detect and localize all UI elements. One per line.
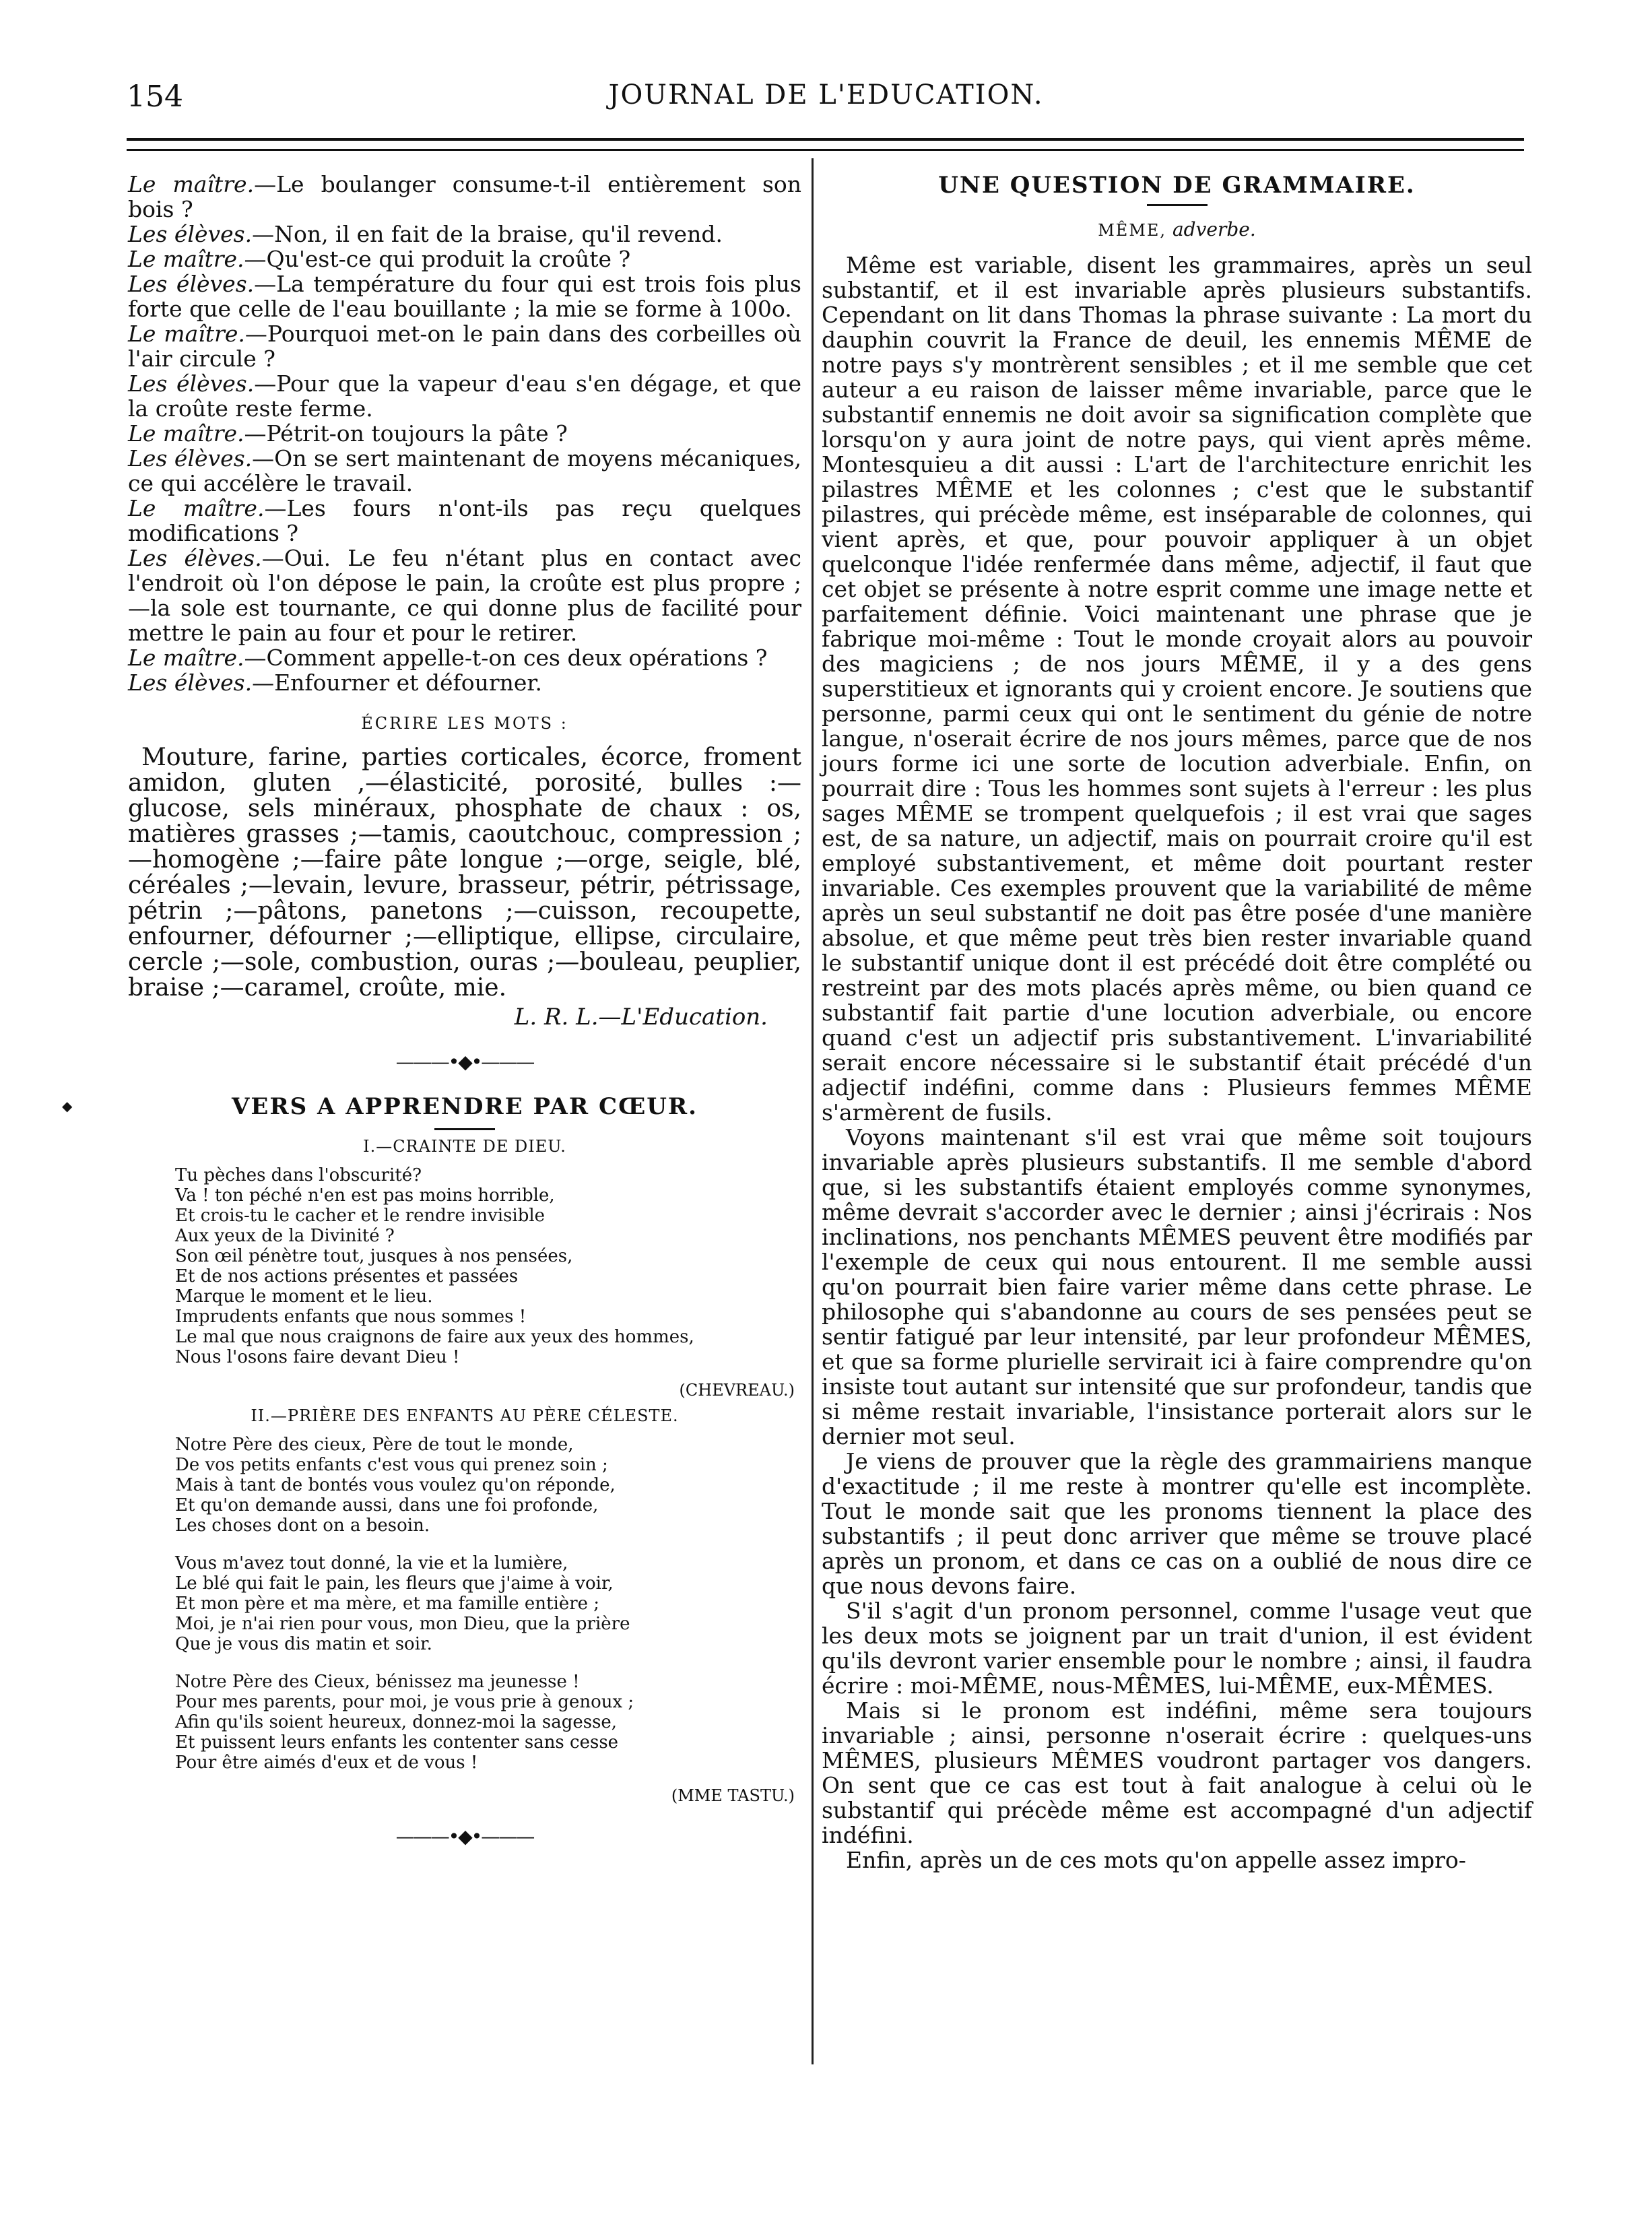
dialogue bbox=[128, 172, 801, 695]
poem-stanza bbox=[175, 1435, 801, 1536]
poem-line: Nous l'osons faire devant Dieu ! bbox=[175, 1347, 460, 1367]
poem-line: Afin qu'ils soient heureux, donnez-moi la sagesse, bbox=[175, 1712, 618, 1732]
poem-line: Vous m'avez tout donné, la vie et la lumière, bbox=[175, 1553, 568, 1573]
poem-line: Que je vous dis matin et soir. bbox=[175, 1634, 432, 1654]
speaker: Le maître. bbox=[128, 420, 244, 447]
dialogue-text: —Enfourner et défourner. bbox=[252, 670, 543, 696]
poem-line: Marque le moment et le lieu. bbox=[175, 1286, 433, 1307]
ornament-divider: ———•◆•——— bbox=[395, 1051, 534, 1073]
poem-line: Mais à tant de bontés vous voulez qu'on réponde, bbox=[175, 1475, 616, 1495]
article-title: UNE QUESTION DE GRAMMAIRE. bbox=[938, 172, 1416, 199]
speaker: Les élèves. bbox=[128, 221, 253, 247]
poem-line: Et mon père et ma mère, et ma famille entière ; bbox=[175, 1594, 600, 1614]
words-list: Mouture, farine, parties corticales, écorce, froment amidon, gluten ,—élasticité, porosité, bulles :—glucose, sels minéraux, phosphate de chaux : os, matières grasses ;—tamis, caoutchouc, compression ;—homogène ;—faire pâte longue ;—orge, seigle, blé, céréales ;—levain, levure, brasseur, pétrir, pétrissage, pétrin ;—pâtons, panetons ;—cuisson, recoupette, enfourner, défourner ;—elliptique, ellipse, circulaire, cercle ;—sole, combustion, ouras ;—bouleau, peuplier, braise ;—caramel, croûte, mie. bbox=[128, 744, 801, 1002]
poem-line: Et crois-tu le cacher et le rendre invisible bbox=[175, 1206, 546, 1226]
poem-line: Imprudents enfants que nous sommes ! bbox=[175, 1307, 527, 1327]
poem-stanza bbox=[175, 1553, 801, 1654]
dialogue-text: —Oui. Le feu n'étant plus en contact avec l'endroit où l'on dépose le pain, la croûte est plus propre ;—la sole est tournante, ce qui donne plus de facilité pour mettre le pain au four et pour le retirer. bbox=[128, 545, 801, 646]
dialogue-line bbox=[128, 222, 801, 247]
article-subtitle bbox=[822, 218, 1532, 240]
article-paragraph: Je viens de prouver que la règle des grammairiens manque d'exactitude ; il me reste à montrer qu'elle est incomplète. Tout le monde sait que les pronoms tiennent la place des substantifs ; il peut donc arriver que même se trouve placé après un pronom, et dans ce cas on a oublié de nous dire ce que nous devons faire. bbox=[822, 1448, 1532, 1599]
article-title-rule bbox=[1147, 204, 1208, 206]
poem1-title: I.—CRAINTE DE DIEU. bbox=[363, 1137, 566, 1156]
poem-line: Notre Père des cieux, Père de tout le monde, bbox=[175, 1435, 574, 1455]
dialogue-line bbox=[128, 670, 801, 695]
poem2-author: (MME TASTU.) bbox=[671, 1786, 795, 1805]
running-title: JOURNAL DE L'EDUCATION. bbox=[608, 79, 1044, 110]
poem-line: Le mal que nous craignons de faire aux yeux des hommes, bbox=[175, 1327, 694, 1347]
poem-line: De vos petits enfants c'est vous qui prenez soin ; bbox=[175, 1455, 608, 1475]
poem2 bbox=[128, 1435, 801, 1773]
dialogue-text: —Pour que la vapeur d'eau s'en dégage, et que la croûte reste ferme. bbox=[128, 370, 801, 422]
dialogue-line bbox=[128, 271, 801, 321]
speaker: Les élèves. bbox=[128, 445, 253, 471]
poem-line: Les choses dont on a besoin. bbox=[175, 1515, 430, 1536]
poem-line: Tu pèches dans l'obscurité? bbox=[175, 1165, 422, 1185]
poem2-title: II.—PRIÈRE DES ENFANTS AU PÈRE CÉLESTE. bbox=[251, 1406, 679, 1425]
margin-dot: ◆ bbox=[62, 1098, 73, 1114]
left-column bbox=[128, 172, 801, 1868]
article-body bbox=[822, 253, 1532, 1872]
dialogue-text: —On se sert maintenant de moyens mécaniques, ce qui accélère le travail. bbox=[128, 445, 801, 496]
verses-title: VERS A APPRENDRE PAR CŒUR. bbox=[232, 1093, 698, 1120]
signature: L. R. L.—L'Education. bbox=[514, 1004, 768, 1031]
poem1-author: (CHEVREAU.) bbox=[679, 1381, 795, 1400]
speaker: Le maître. bbox=[128, 171, 255, 197]
poem-line: Et puissent leurs enfants les contenter sans cesse bbox=[175, 1732, 619, 1753]
poem-line: Pour être aimés d'eux et de vous ! bbox=[175, 1753, 478, 1773]
poem-line: Son œil pénètre tout, jusques à nos pensées, bbox=[175, 1246, 573, 1266]
dialogue-text: —Comment appelle-t-on ces deux opérations ? bbox=[244, 645, 768, 671]
dialogue-text: —Qu'est-ce qui produit la croûte ? bbox=[244, 246, 631, 272]
speaker: Le maître. bbox=[128, 495, 265, 521]
subtitle-italic: adverbe. bbox=[1172, 218, 1256, 240]
speaker: Le maître. bbox=[128, 321, 245, 347]
poem-line: Le blé qui fait le pain, les fleurs que j'aime à voir, bbox=[175, 1573, 614, 1594]
dialogue-line bbox=[128, 172, 801, 222]
poem-line: Notre Père des Cieux, bénissez ma jeunesse ! bbox=[175, 1672, 580, 1692]
dialogue-line bbox=[128, 247, 801, 271]
article-paragraph: S'il s'agit d'un pronom personnel, comme l'usage veut que les deux mots se joignent par un trait d'union, il est évident qu'ils devront varier ensemble pour le nombre ; ainsi, il faudra écrire : moi-MÊME, nous-MÊMES, lui-MÊME, eux-MÊMES. bbox=[822, 1598, 1532, 1699]
dialogue-text: —Les fours n'ont-ils pas reçu quelques modifications ? bbox=[128, 495, 801, 546]
words-heading: ÉCRIRE LES MOTS : bbox=[361, 714, 568, 733]
speaker: Les élèves. bbox=[128, 670, 253, 696]
speaker: Les élèves. bbox=[128, 545, 262, 571]
poem-line: Et de nos actions présentes et passées bbox=[175, 1266, 519, 1286]
speaker: Les élèves. bbox=[128, 370, 255, 397]
header-rule bbox=[127, 138, 1524, 151]
poem-line: Pour mes parents, pour moi, je vous prie à genoux ; bbox=[175, 1692, 634, 1712]
dialogue-text: —Le boulanger consume-t-il entièrement son bois ? bbox=[128, 171, 801, 222]
poem-stanza bbox=[175, 1672, 801, 1773]
article-paragraph: Voyons maintenant s'il est vrai que même soit toujours invariable après plusieurs substantifs. Il me semble d'abord que, si les substantifs étaient employés comme synonymes, même devrait s'accorder avec le dernier ; ainsi j'écrirais : Nos inclinations, nos penchants MÊMES peuvent être modifiés par l'exemple de ceux qui nous entourent. Il me semble aussi qu'on pourrait bien faire varier même dans cette phrase. Le philosophe qui s'abandonne au cours de ses pensées peut se sentir fatigué par leur intensité, par leur profondeur MÊMES, et que sa forme plurielle servirait ici à faire comprendre qu'on insiste tout autant sur intensité que sur profondeur, tandis que si même restait invariable, l'insistance porterait alors sur le dernier mot seul. bbox=[822, 1124, 1532, 1449]
speaker: Les élèves. bbox=[128, 271, 255, 297]
dialogue-line bbox=[128, 546, 801, 645]
dialogue-line bbox=[128, 645, 801, 670]
poem-line: Et qu'on demande aussi, dans une foi profonde, bbox=[175, 1495, 599, 1515]
right-column bbox=[822, 172, 1532, 1872]
dialogue-text: —Non, il en fait de la braise, qu'il revend. bbox=[252, 221, 723, 247]
dialogue-text: —Pourquoi met-on le pain dans des corbeilles où l'air circule ? bbox=[128, 321, 802, 372]
poem-line: Aux yeux de la Divinité ? bbox=[175, 1226, 395, 1246]
dialogue-line bbox=[128, 321, 801, 371]
speaker: Le maître. bbox=[128, 246, 244, 272]
dialogue-line bbox=[128, 446, 801, 496]
dialogue-line bbox=[128, 496, 801, 546]
subtitle-word: MÊME, bbox=[1098, 221, 1167, 240]
dialogue-line bbox=[128, 371, 801, 421]
speaker: Le maître. bbox=[128, 645, 244, 671]
poem1 bbox=[128, 1165, 801, 1367]
dialogue-line bbox=[128, 421, 801, 446]
column-divider bbox=[812, 158, 814, 2064]
article-paragraph: Même est variable, disent les grammaires, après un seul substantif, et il est invariable après plusieurs substantifs. Cependant on lit dans Thomas la phrase suivante : La mort du dauphin couvrit la France de deuil, les ennemis MÊME de notre pays s'y montrèrent sensibles ; et il me semble que cet auteur a eu raison de laisser même invariable, parce que le substantif ennemis ne doit avoir sa signification complète que lorsqu'on y aura joint de notre pays, qui vient après même. Montesquieu a dit aussi : L'art de l'architecture enrichit les pilastres MÊME et les colonnes ; c'est que le substantif pilastres, qui précède même, est inséparable de colonnes, qui vient après, et que, pour pouvoir appliquer à un objet quelconque l'idée renfermée dans même, adjectif, il faut que cet objet se présente à notre esprit comme une image nette et parfaitement définie. Voici maintenant une phrase que je fabrique moi-même : Tout le monde croyait alors au pouvoir des magiciens ; de nos jours MÊME, il y a des gens superstitieux et ignorants qui y croient encore. Je soutiens que personne, parmi ceux qui ont le sentiment du génie de notre langue, n'oserait écrire de nos jours mêmes, parce que de nos jours forme ici une sorte de locution adverbiale. Enfin, on pourrait dire : Tous les hommes sont sujets à l'erreur : les plus sages MÊME se trompent quelquefois ; il est vrai que sages est, de sa nature, un adjectif, mais on pourrait croire qu'il est employé substantivement, et même doit pourtant rester invariable. Ces exemples prouvent que la variabilité de même après un seul substantif ne doit pas être posée d'une manière absolue, et que même peut très bien rester invariable quand le substantif unique dont il est précédé doit être complété ou restreint par des mots placés après même, ou bien quand ce substantif fait partie d'une locution adverbiale, ou encore quand c'est un adjectif pris substantivement. L'invariabilité serait encore nécessaire si le substantif était précédé d'un adjectif indéfini, comme dans : Plusieurs femmes MÊME s'armèrent de fusils. bbox=[822, 252, 1532, 1125]
dialogue-text: —Pétrit-on toujours la pâte ? bbox=[244, 420, 568, 447]
poem-line: Va ! ton péché n'en est pas moins horrible, bbox=[175, 1185, 555, 1206]
title-rule bbox=[434, 1128, 495, 1130]
ornament-divider-bottom: ———•◆•——— bbox=[395, 1825, 534, 1848]
article-paragraph: Enfin, après un de ces mots qu'on appelle assez impro- bbox=[846, 1847, 1466, 1873]
dialogue-text: —La température du four qui est trois fois plus forte que celle de l'eau bouillante ; la mie se forme à 100o. bbox=[128, 271, 801, 322]
page-number: 154 bbox=[127, 79, 183, 114]
article-paragraph: Mais si le pronom est indéfini, même sera toujours invariable ; ainsi, personne n'oserait écrire : quelques-uns MÊMES, plusieurs MÊMES voudront partager vos dangers. On sent que ce cas est tout à fait analogue à celui où le substantif qui précède même est accompagné d'un adjectif indéfini. bbox=[822, 1697, 1532, 1848]
poem-line: Moi, je n'ai rien pour vous, mon Dieu, que la prière bbox=[175, 1614, 630, 1634]
